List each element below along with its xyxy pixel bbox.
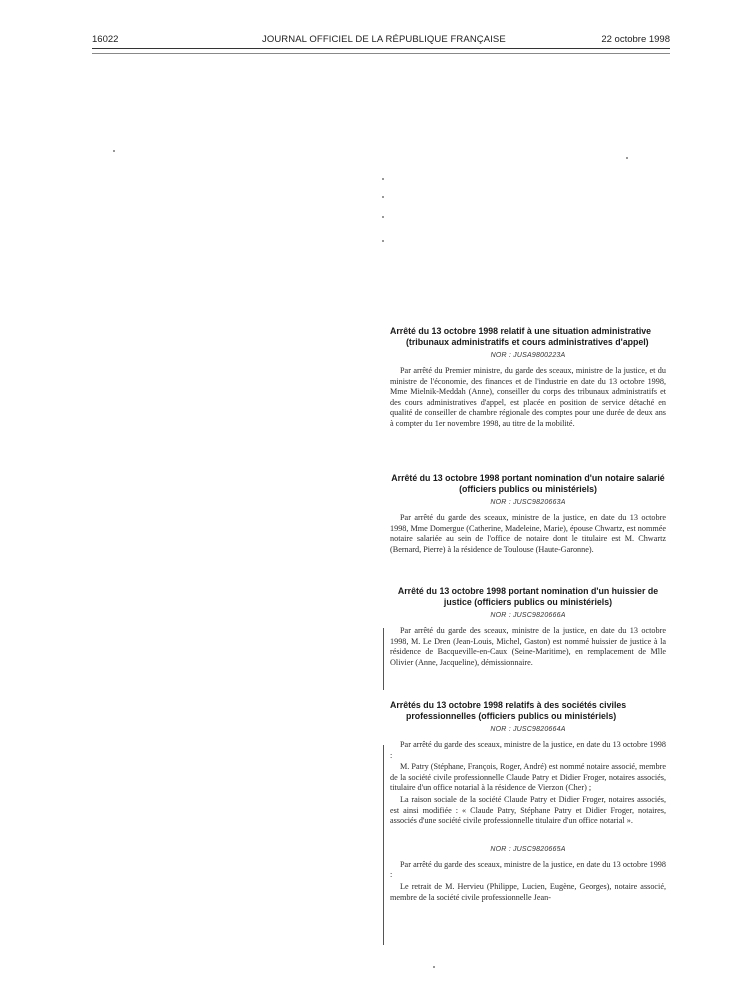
running-header <box>92 34 670 48</box>
decree-paragraph: M. Patry (Stéphane, François, Roger, André) est nommé notaire associé, membre de la société civile professionnelle Claude Patry et Didier Froger, notaires associés, titulaire d'un office notarial à la résidence de Vierzon (Cher) ; <box>390 762 666 793</box>
issue-date: 22 octobre 1998 <box>601 34 670 45</box>
header-rule <box>92 48 670 49</box>
decree-paragraph: Le retrait de M. Hervieu (Philippe, Lucien, Eugène, Georges), notaire associé, membre de la société civile professionnelle Jean- <box>390 881 666 902</box>
margin-rule <box>383 628 384 690</box>
decree-title: Arrêtés du 13 octobre 1998 relatifs à des sociétés civiles professionnelles (officiers publics ou ministériels) <box>390 700 627 721</box>
decree-paragraph: La raison sociale de la société Claude Patry et Didier Froger, notaires associés, est ainsi modifiée : « Claude Patry, Stéphane Patry et Didier Froger, notaires, associés d'une société civile professionnelle titulaire d'un office notarial ». <box>390 794 666 826</box>
decree-title: Arrêté du 13 octobre 1998 portant nomination d'un huissier de justice (officiers publics ou ministériels) <box>397 586 659 607</box>
decree-notaire-salarie <box>390 473 666 555</box>
decree-paragraph: Par arrêté du garde des sceaux, ministre de la justice, en date du 13 octobre 1998, M. Le Dren (Jean-Louis, Michel, Gaston) est nommé huissier de justice à la résidence de Bacqueville-en-Caux (Seine-Maritime), en remplacement de Mlle Olivier (Anne, Jacqueline), démissionnaire. <box>390 626 666 667</box>
scan-speck <box>382 216 384 218</box>
decree-huissier-de-justice <box>390 586 666 668</box>
decree-paragraph: Par arrêté du garde des sceaux, ministre de la justice, en date du 13 octobre 1998 : <box>390 859 666 880</box>
header-rule-thin <box>92 53 670 54</box>
decree-title: Arrêté du 13 octobre 1998 relatif à une situation administrative (tribunaux administratifs et cours administratives d'appel) <box>390 326 652 347</box>
scan-speck <box>382 196 384 198</box>
decree-situation-administrative <box>390 326 666 430</box>
scan-speck <box>626 157 628 159</box>
nor-reference: NOR : JUSC9820664A <box>490 726 566 733</box>
margin-rule <box>383 745 384 945</box>
scan-speck <box>113 150 115 152</box>
decree-paragraph: Par arrêté du Premier ministre, du garde des sceaux, ministre de la justice, et du ministre de l'économie, des finances et de l'industrie en date du 13 octobre 1998, Mme Mielnik-Meddah (Anne), conseiller du corps des tribunaux administratifs et des cours administratives d'appel, est placée en position de service détaché en qualité de conseiller de chambre régionale des comptes pour une durée de deux ans à compter du 1er novembre 1998, au titre de la mobilité. <box>390 366 666 428</box>
decree-title: Arrêté du 13 octobre 1998 portant nomination d'un notaire salarié (officiers publics ou ministériels) <box>391 473 665 494</box>
decree-societes-civiles-professionnelles <box>390 700 666 903</box>
scan-speck <box>382 240 384 242</box>
nor-reference: NOR : JUSC9820663A <box>490 499 566 506</box>
nor-reference: NOR : JUSC9820665A <box>490 845 566 853</box>
nor-reference: NOR : JUSC9820666A <box>490 612 566 619</box>
nor-reference: NOR : JUSA9800223A <box>490 352 566 359</box>
scan-speck <box>382 178 384 180</box>
scan-speck <box>433 966 435 968</box>
decree-paragraph: Par arrêté du garde des sceaux, ministre de la justice, en date du 13 octobre 1998 : <box>390 740 666 760</box>
decree-paragraph: Par arrêté du garde des sceaux, ministre de la justice, en date du 13 octobre 1998, Mme Domergue (Catherine, Madeleine, Marie), épouse Chwartz, est nommée notaire salariée au sein de l'office de notaire dont le titulaire est M. Chwartz (Bernard, Pierre) à la résidence de Toulouse (Haute-Garonne). <box>390 513 666 554</box>
page-number: 16022 <box>92 34 119 45</box>
journal-title: JOURNAL OFFICIEL DE LA RÉPUBLIQUE FRANÇAISE <box>262 34 506 45</box>
spacer <box>390 827 666 841</box>
